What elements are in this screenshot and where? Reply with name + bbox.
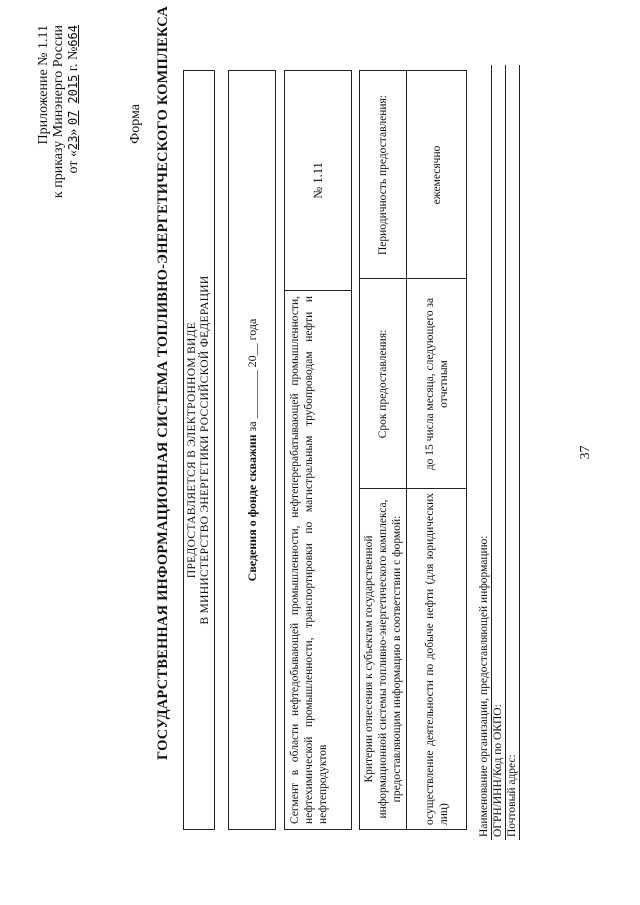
provided-electronic-box	[183, 70, 215, 830]
criteria-header: Критерии отнесения к субъектам государственной информационной системы топливно-энергетического комплекса, предоставляющим информацию в соответствии с формой:	[363, 499, 403, 819]
appendix-day: 23	[66, 135, 80, 151]
criteria-value: осуществление деятельности по добыче нефти (для юридических лиц)	[424, 493, 450, 825]
appendix-year: 2015	[66, 74, 80, 104]
periodicity-header: Периодичность предоставления:	[377, 95, 389, 255]
org-ogrn-line: ОГРН/ИНН/Код по ОКПО:	[492, 65, 506, 840]
appendix-date-mid: »	[66, 125, 81, 136]
report-title-period: за ________ 20__ года	[244, 318, 259, 435]
org-name-line: Наименование организации, предоставляющей информацию:	[478, 65, 492, 840]
col-divider-2	[360, 278, 466, 279]
appendix-line-3	[66, 25, 81, 285]
segment-description: Сегмент в области нефтедобывающей промышленности, нефтеперерабатывающей промышленности, нефтехимической промышленности, транспортировки по магистральным трубопроводам нефти и нефтепродуктов	[284, 290, 352, 830]
form-code: № 1.11	[284, 70, 352, 291]
page-number: 37	[578, 445, 593, 460]
appendix-line-2: к приказу Минэнерго России	[51, 25, 66, 199]
appendix-block	[36, 25, 81, 285]
form-label: Форма	[128, 104, 143, 144]
deadline-header: Срок предоставления:	[377, 329, 389, 439]
appendix-order-number: 664	[66, 25, 80, 47]
appendix-line-1: Приложение № 1.11	[36, 25, 51, 145]
page-title: ГОСУДАРСТВЕННАЯ ИНФОРМАЦИОННАЯ СИСТЕМА ТОПЛИВНО-ЭНЕРГЕТИЧЕСКОГО КОМПЛЕКСА	[155, 6, 171, 760]
appendix-month: 07	[66, 110, 80, 126]
deadline-value: до 15 числа месяца, следующего за отчетным	[424, 297, 450, 471]
provided-line-2: В МИНИСТЕРСТВО ЭНЕРГЕТИКИ РОССИЙСКОЙ ФЕДЕРАЦИИ	[199, 275, 211, 625]
appendix-g: г. №	[66, 46, 81, 75]
appendix-date-prefix: от «	[66, 150, 81, 174]
org-address-line: Почтовый адрес:	[506, 65, 520, 840]
row-divider	[406, 71, 407, 829]
periodicity-value: ежемесячно	[431, 145, 443, 205]
report-title-box	[228, 70, 276, 830]
criteria-table	[359, 70, 467, 830]
col-divider-1	[360, 488, 466, 489]
provided-line-1: ПРЕДОСТАВЛЯЕТСЯ В ЭЛЕКТРОННОМ ВИДЕ	[186, 321, 198, 579]
organization-info	[478, 65, 520, 840]
report-title-bold: Сведения о фонде скважин	[244, 434, 259, 582]
